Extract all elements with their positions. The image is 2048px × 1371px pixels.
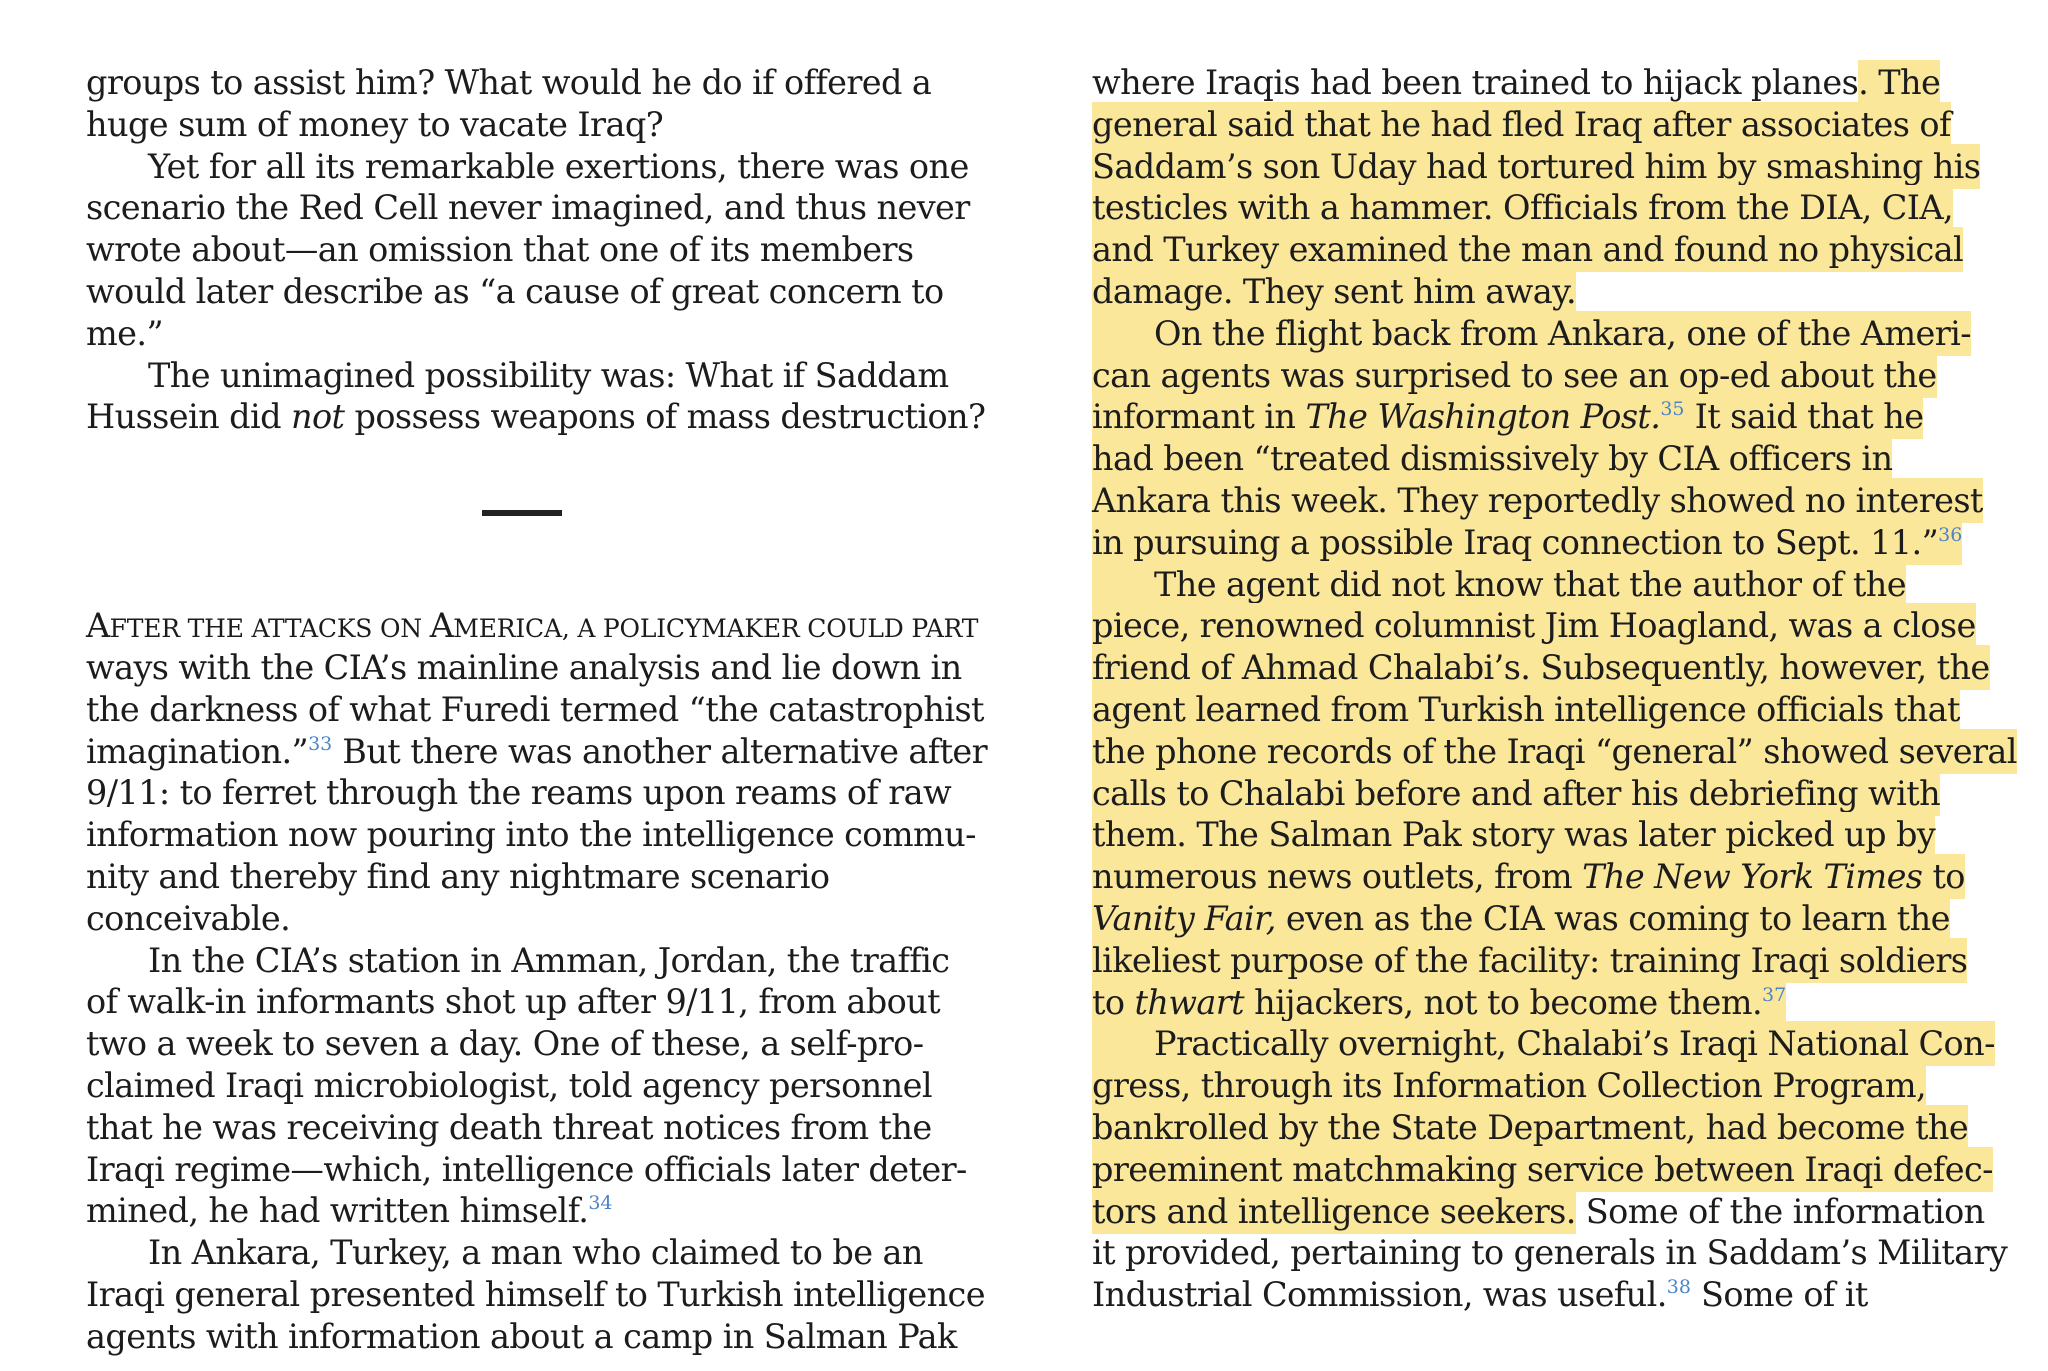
highlight[interactable]: Ankara this week. They reportedly showed no interest — [1092, 480, 1983, 520]
text-line: scenario the Red Cell never imagined, and thus never — [86, 188, 970, 228]
footnote-link-33[interactable]: 33 — [308, 732, 333, 755]
highlight[interactable]: likeliest purpose of the facility: training Iraqi soldiers — [1092, 940, 1968, 980]
text-line: of walk-in informants shot up after 9/11, from about — [86, 982, 941, 1022]
highlight[interactable]: The agent did not know that the author of the — [1092, 565, 1906, 604]
highlight[interactable]: . The — [1858, 63, 1941, 102]
text-line: The unimagined possibility was: What if Saddam — [148, 355, 949, 395]
highlight[interactable]: friend of Ahmad Chalabi’s. Subsequently, however, the — [1092, 648, 1990, 688]
text-line — [1092, 814, 1992, 856]
text-line: huge sum of money to vacate Iraq? — [86, 104, 664, 144]
text-line: Yet for all its remarkable exertions, there was one — [148, 146, 969, 186]
text-line — [1092, 522, 1992, 564]
text-line: In Ankara, Turkey, a man who claimed to be an — [148, 1233, 923, 1273]
section-spacer — [86, 438, 986, 605]
footnote-link-34[interactable]: 34 — [588, 1192, 613, 1215]
highlight[interactable]: had been “treated dismissively by CIA officers in — [1092, 439, 1893, 479]
highlight[interactable]: numerous news outlets, from The New York Times to — [1092, 857, 1965, 897]
text-line: conceivable. — [86, 898, 291, 938]
text-line — [1092, 1023, 1995, 1065]
text-line — [1092, 104, 1992, 146]
highlight[interactable]: Saddam’s son Uday had tortured him by smashing his — [1092, 146, 1981, 186]
text-line: Iraqi general presented himself to Turkish intelligence — [86, 1274, 985, 1314]
highlight[interactable]: preeminent matchmaking service between Iraqi defec- — [1092, 1149, 1993, 1189]
text-line — [1092, 856, 1992, 898]
text-line — [1092, 438, 1992, 480]
text-line — [1092, 1065, 1992, 1107]
highlight[interactable]: calls to Chalabi before and after his debriefing with — [1092, 773, 1941, 813]
text-line — [1092, 647, 1992, 689]
emphasis-text: thwart — [1134, 982, 1245, 1022]
highlight[interactable]: and Turkey examined the man and found no physical — [1092, 230, 1964, 270]
left-column — [86, 62, 986, 1358]
text-line: would later describe as “a cause of great concern to — [86, 271, 944, 311]
text-line — [1092, 689, 1992, 731]
text-line: the darkness of what Furedi termed “the catastrophist — [86, 689, 984, 729]
section-break-rule — [482, 510, 562, 516]
text-line: ways with the CIA’s mainline analysis and lie down in — [86, 647, 962, 687]
footnote-link-38[interactable]: 38 — [1666, 1276, 1691, 1299]
text-line — [1092, 1107, 1992, 1149]
text-line: claimed Iraqi microbiologist, told agency personnel — [86, 1065, 932, 1105]
emphasis-text: The New York Times — [1582, 857, 1923, 897]
text-line — [1092, 271, 1992, 313]
text-line: information now pouring into the intelligence commu- — [86, 815, 976, 855]
text-line: me.” — [86, 313, 163, 353]
text-line: imagination.”$^{33}$ But there was another alternative after — [86, 731, 988, 771]
highlight[interactable]: Practically overnight, Chalabi’s Iraqi National Con- — [1092, 1024, 1995, 1063]
text-line — [1092, 940, 1992, 982]
text-line: tors and intelligence seekers. Some of the information — [1092, 1191, 1985, 1231]
text-line: that he was receiving death threat notices from the — [86, 1107, 932, 1147]
text-line: wrote about—an omission that one of its members — [86, 230, 914, 270]
emphasis-text: not — [291, 397, 345, 437]
text-line — [1092, 480, 1992, 522]
text-line: Hussein did not possess weapons of mass destruction? — [86, 397, 986, 437]
highlight[interactable]: informant in The Washington Post.$^{35}$ It said that he — [1092, 397, 1924, 437]
highlight[interactable]: agent learned from Turkish intelligence officials that — [1092, 689, 1960, 729]
text-line — [1092, 355, 1992, 397]
highlight[interactable]: in pursuing a possible Iraq connection to Sept. 11.”$^{36}$ — [1092, 522, 1963, 562]
text-line — [1092, 982, 1992, 1024]
text-line: agents with information about a camp in Salman Pak — [86, 1316, 957, 1356]
text-line — [1092, 146, 1992, 188]
emphasis-text: Vanity Fair, — [1092, 898, 1276, 938]
highlight[interactable]: On the flight back from Ankara, one of the Ameri- — [1092, 314, 1971, 353]
text-line: two a week to seven a day. One of these, a self-pro- — [86, 1024, 924, 1064]
text-line — [1092, 229, 1992, 271]
section-opening-line: AFTER THE ATTACKS ON AMERICA, A POLICYMAKER COULD PART — [86, 606, 979, 646]
text-line: mined, he had written himself.$^{34}$ — [86, 1191, 613, 1231]
text-line — [1092, 187, 1992, 229]
text-line: nity and thereby find any nightmare scenario — [86, 856, 830, 896]
text-line: Industrial Commission, was useful.$^{38}$ Some of it — [1092, 1275, 1868, 1315]
text-line: where Iraqis had been trained to hijack planes. The — [1092, 63, 1941, 102]
text-line — [1092, 898, 1992, 940]
text-line — [1092, 313, 1992, 355]
highlight[interactable]: testicles with a hammer. Officials from the DIA, CIA, — [1092, 188, 1954, 228]
text-line: groups to assist him? What would he do if offered a — [86, 63, 932, 102]
highlight[interactable]: piece, renowned columnist Jim Hoagland, was a close — [1092, 606, 1976, 646]
text-line: In the CIA’s station in Amman, Jordan, the traffic — [148, 940, 950, 980]
footnote-link-37[interactable]: 37 — [1762, 983, 1787, 1006]
footnote-link-35[interactable]: 35 — [1660, 398, 1685, 421]
highlight[interactable]: damage. They sent him away. — [1092, 271, 1576, 311]
right-column — [1092, 62, 2017, 1316]
text-line — [1092, 564, 1992, 606]
footnote-link-36[interactable]: 36 — [1938, 523, 1963, 546]
highlight[interactable]: Vanity Fair, even as the CIA was coming to learn the — [1092, 898, 1950, 938]
highlight[interactable]: them. The Salman Pak story was later picked up by — [1092, 815, 1936, 855]
text-line — [1092, 731, 2017, 773]
text-line: 9/11: to ferret through the reams upon reams of raw — [86, 773, 952, 813]
highlight[interactable]: the phone records of the Iraqi “general” showed several — [1092, 731, 2017, 771]
highlight[interactable]: can agents was surprised to see an op-ed about the — [1092, 355, 1937, 395]
text-line — [1092, 396, 1992, 438]
highlight[interactable]: to thwart hijackers, not to become them.$^{37}$ — [1092, 982, 1787, 1022]
highlight[interactable]: gress, through its Information Collection Program, — [1092, 1066, 1927, 1106]
text-line — [1092, 605, 1992, 647]
emphasis-text: The Washington Post. — [1305, 397, 1661, 437]
text-line — [1092, 1149, 1992, 1191]
text-line: Iraqi regime—which, intelligence officials later deter- — [86, 1149, 967, 1189]
text-line: it provided, pertaining to generals in Saddam’s Military — [1092, 1233, 2008, 1273]
highlight[interactable]: bankrolled by the State Department, had become the — [1092, 1107, 1969, 1147]
highlight[interactable]: general said that he had fled Iraq after associates of — [1092, 104, 1951, 144]
text-line — [1092, 773, 1992, 815]
highlight[interactable]: tors and intelligence seekers. — [1092, 1191, 1576, 1231]
